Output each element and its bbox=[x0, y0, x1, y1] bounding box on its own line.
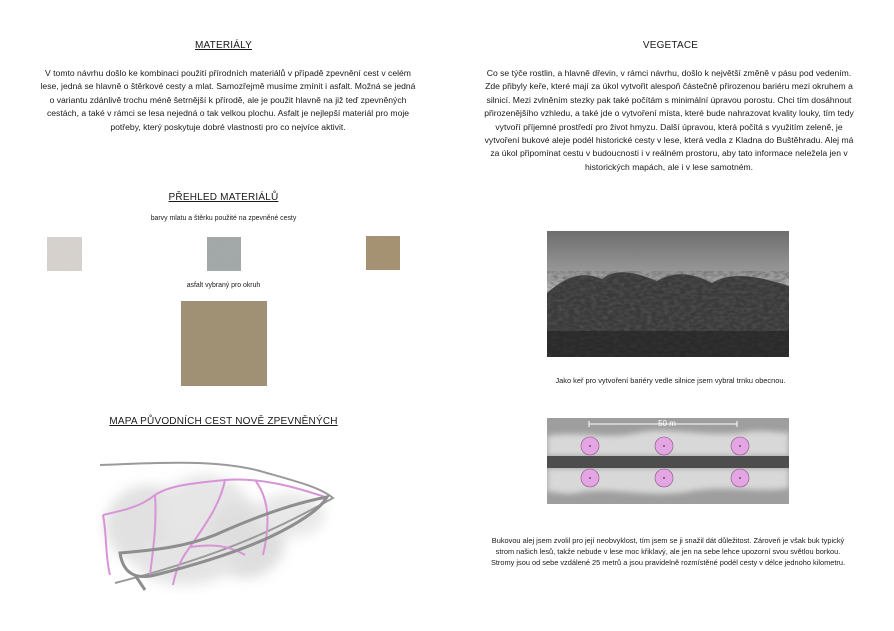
forest-area bbox=[105, 475, 325, 585]
blackthorn-photo bbox=[547, 231, 789, 357]
swatch-caption: barvy mlatu a štěrku použité na zpevněné cesty bbox=[150, 215, 297, 222]
vegetation-title: VEGETACE bbox=[642, 40, 699, 51]
asphalt-swatch bbox=[181, 301, 267, 386]
swatch-grey-gravel bbox=[207, 237, 241, 271]
vegetation-paragraph: Co se týče rostlin, a hlavně dřevin, v rámci návrhu, došlo k největší změně v pásu pod vedením. Zde přibyly keře, které mají za úkol vytvořit alespoň částečně přirozenou bariéru mezi okruhem a silnicí. Mezi zvlněním stezky pak také počítám s minimální úpravou porostu. Chci tím dosáhnout přirozenějšího vzhledu, a také jde o vytvoření místa, které bude nahrazovat kvality louky, tím tedy vytvoří příjemné prostředí pro život hmyzu. Další úpravou, která počítá s využitím zeleně, je vytvoření bukové aleje podél historické cesty v lese, která vedla z Kladna do Buštěhradu. Alej má za úkol připomínat cestu v budoucnosti i v reálném prostoru, aby tato informace neležela jen v historických mapách, ale i v lese samotném. bbox=[484, 68, 854, 172]
road bbox=[547, 456, 789, 468]
distance-label: 50 m bbox=[658, 419, 676, 428]
materials-overview-title: PŘEHLED MATERIÁLŮ bbox=[168, 192, 279, 203]
map-title: MAPA PŮVODNÍCH CEST NOVĚ ZPEVNĚNÝCH bbox=[109, 416, 338, 427]
beech-paragraph: Bukovou alej jsem zvolil pro její neobvyklost, tím jsem se ji snažil dát důležitost. Zároveň je však buk typický strom našich lesů, takže nebude v lese moc křiklavý, ale jen na sebe lehce upozorní svou světlou borkou. Stromy jsou od sebe vzdálené 25 metrů a jsou pravidelně rozmístěné podél cesty v délce jednoho kilometru. bbox=[490, 536, 846, 567]
materials-paragraph: V tomto návrhu došlo ke kombinaci použití přírodních materiálů v případě zpevnění cest v celém lese, jedná se hlavně o štěrkové cesty a mlat. Samozřejmě musíme zmínit i asfalt. Možná se jedná o variantu zdánlivě trochu méně šetrnější k přírodě, ale je použit hlavně na již teď zpevněných cestách, a také v rámci se lesa nejedná o tak velkou plochu. Asfalt je nejlepší materiál pro moje potřeby, který poskytuje dobré vlastnosti pro co nejvíce aktivit. bbox=[40, 68, 416, 132]
swatch-brown-gravel bbox=[366, 236, 400, 270]
asphalt-caption: asfalt vybraný pro okruh bbox=[186, 282, 261, 289]
materials-title: MATERIÁLY bbox=[195, 40, 252, 51]
photo-caption: Jako keř pro vytvoření bariéry vedle silnice jsem vybral trnku obecnou. bbox=[555, 376, 786, 385]
swatch-light-gravel bbox=[47, 237, 82, 271]
paths-map bbox=[95, 455, 340, 595]
beech-alley-diagram bbox=[547, 418, 789, 504]
